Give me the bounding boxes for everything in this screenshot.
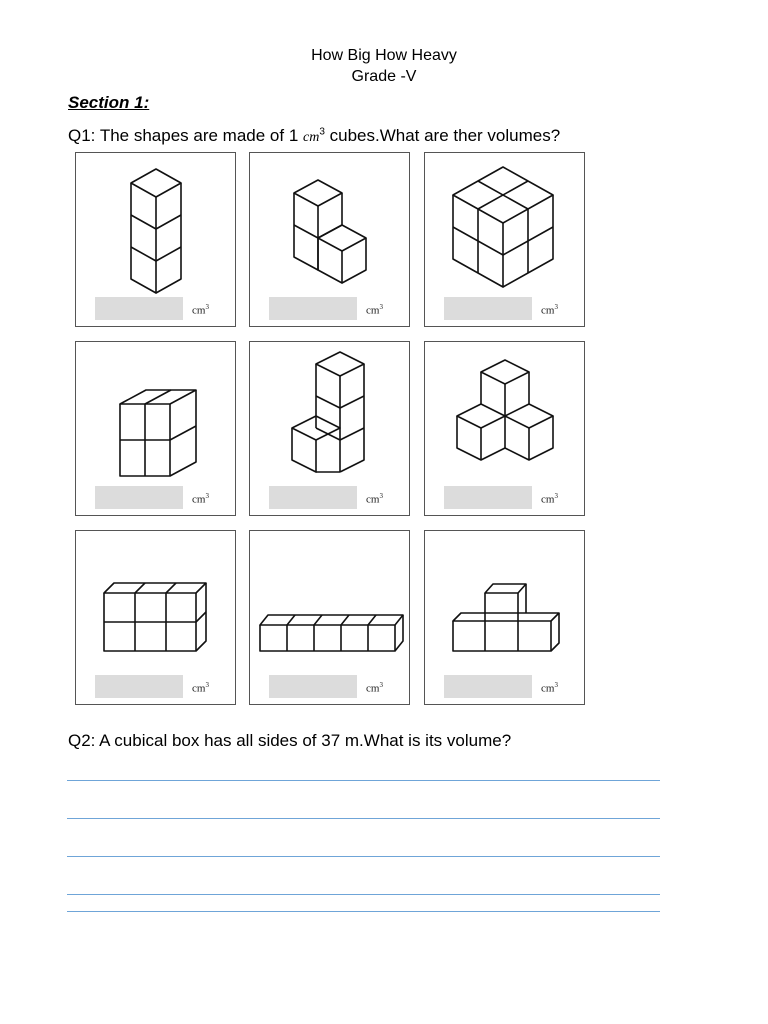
shape-card (249, 341, 410, 516)
answer-line[interactable] (67, 856, 660, 857)
answer-line[interactable] (67, 780, 660, 781)
answer-box[interactable] (95, 675, 183, 698)
unit-label: $cm^3$ (541, 492, 558, 506)
question-1-suffix: cubes.What are ther volumes? (324, 126, 561, 145)
answer-line[interactable] (67, 818, 660, 819)
question-1 (68, 126, 560, 146)
shape-card (424, 530, 585, 705)
worksheet-title: How Big How Heavy (311, 47, 457, 64)
section-heading: Section 1: (68, 93, 150, 112)
shape-card (424, 341, 585, 516)
answer-box[interactable] (269, 675, 357, 698)
answer-box[interactable] (269, 297, 357, 320)
shape-card (75, 341, 236, 516)
answer-box[interactable] (444, 675, 532, 698)
question-1-unit-exponent: 3 (319, 126, 325, 138)
unit-label: $cm^3$ (192, 303, 209, 317)
answer-box[interactable] (95, 486, 183, 509)
shape-card (424, 152, 585, 327)
unit-label: $cm^3$ (366, 492, 383, 506)
unit-label: $cm^3$ (192, 492, 209, 506)
question-2: Q2: A cubical box has all sides of 37 m.What is its volume? (68, 731, 512, 750)
unit-label: $cm^3$ (541, 303, 558, 317)
question-1-unit: cm (303, 130, 320, 145)
shape-card (75, 152, 236, 327)
answer-box[interactable] (269, 486, 357, 509)
answer-box[interactable] (444, 486, 532, 509)
unit-label: $cm^3$ (541, 681, 558, 695)
answer-line[interactable] (67, 911, 660, 912)
unit-label: $cm^3$ (366, 681, 383, 695)
question-1-prefix: Q1: The shapes are made of 1 (68, 126, 303, 145)
grade-label: Grade -V (351, 68, 417, 85)
unit-label: $cm^3$ (192, 681, 209, 695)
shape-card (249, 530, 410, 705)
answer-box[interactable] (444, 297, 532, 320)
unit-label: $cm^3$ (366, 303, 383, 317)
answer-line[interactable] (67, 894, 660, 895)
shape-card (75, 530, 236, 705)
answer-box[interactable] (95, 297, 183, 320)
shape-card (249, 152, 410, 327)
